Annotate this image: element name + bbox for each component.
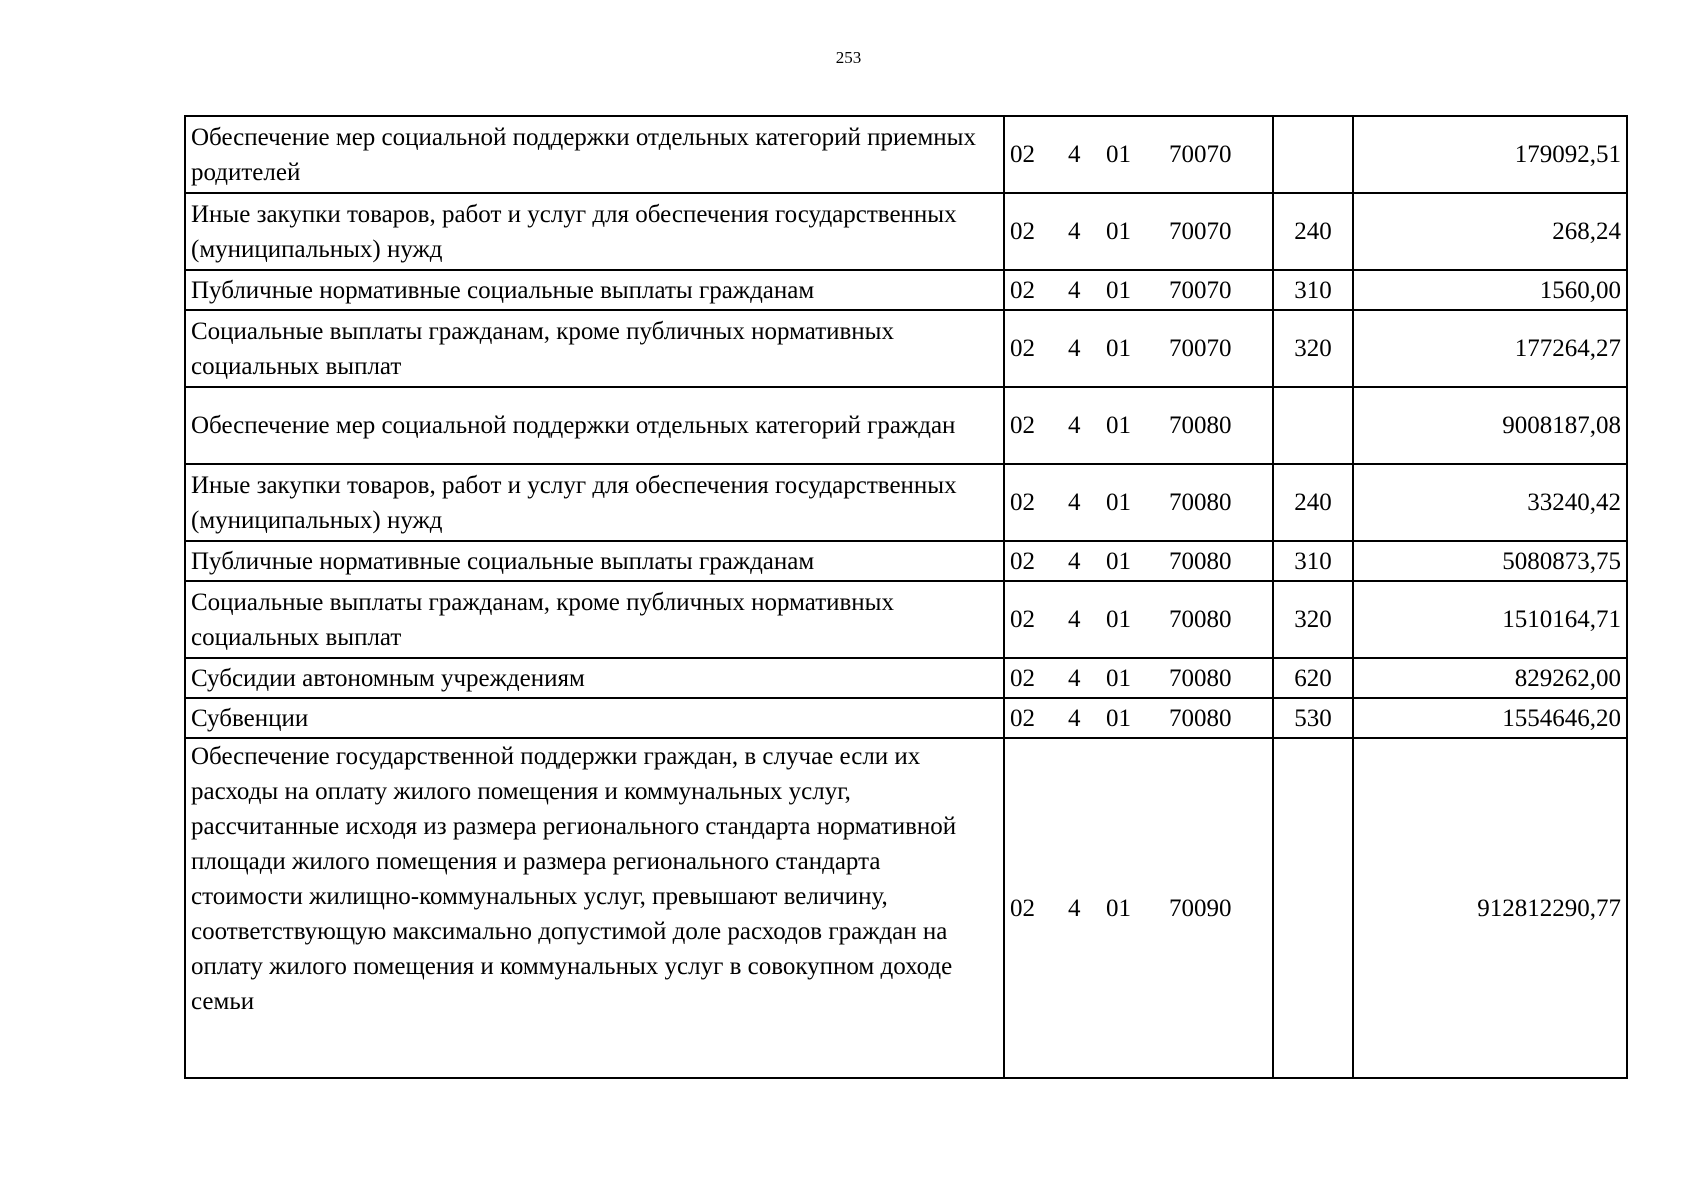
row-sum: 1510164,71 bbox=[1353, 581, 1627, 658]
table-row bbox=[185, 658, 1627, 698]
row-name: Субвенции bbox=[185, 698, 1004, 738]
row-name: Обеспечение мер социальной поддержки отдельных категорий граждан bbox=[185, 387, 1004, 464]
row-sum: 5080873,75 bbox=[1353, 541, 1627, 581]
row-name: Социальные выплаты гражданам, кроме публичных нормативных социальных выплат bbox=[185, 310, 1004, 387]
row-sum: 829262,00 bbox=[1353, 658, 1627, 698]
row-code: 02 4 01 70080 bbox=[1004, 464, 1273, 541]
row-sum: 33240,42 bbox=[1353, 464, 1627, 541]
row-sum: 1560,00 bbox=[1353, 270, 1627, 310]
table-row bbox=[185, 270, 1627, 310]
row-code: 02 4 01 70070 bbox=[1004, 270, 1273, 310]
row-expense-type: 310 bbox=[1273, 270, 1353, 310]
row-name: Обеспечение государственной поддержки граждан, в случае если их расходы на оплату жилого помещения и коммунальных услуг, рассчитанные исходя из размера регионального стандарта нормативной площади жилого помещения и размера регионального стандарта стоимости жилищно-коммунальных услуг, превышают величину, соответствующую максимально допустимой доле расходов граждан на оплату жилого помещения и коммунальных услуг в совокупном доходе семьи bbox=[185, 738, 1004, 1078]
table-row bbox=[185, 193, 1627, 270]
row-expense-type bbox=[1273, 116, 1353, 193]
row-name: Социальные выплаты гражданам, кроме публичных нормативных социальных выплат bbox=[185, 581, 1004, 658]
row-sum: 1554646,20 bbox=[1353, 698, 1627, 738]
row-code: 02 4 01 70080 bbox=[1004, 581, 1273, 658]
row-expense-type: 320 bbox=[1273, 310, 1353, 387]
table-row bbox=[185, 310, 1627, 387]
row-sum: 179092,51 bbox=[1353, 116, 1627, 193]
table-row bbox=[185, 581, 1627, 658]
row-sum: 177264,27 bbox=[1353, 310, 1627, 387]
row-name: Субсидии автономным учреждениям bbox=[185, 658, 1004, 698]
row-code: 02 4 01 70090 bbox=[1004, 738, 1273, 1078]
row-sum: 912812290,77 bbox=[1353, 738, 1627, 1078]
table-row bbox=[185, 698, 1627, 738]
row-expense-type bbox=[1273, 738, 1353, 1078]
row-name: Публичные нормативные социальные выплаты гражданам bbox=[185, 270, 1004, 310]
row-code: 02 4 01 70080 bbox=[1004, 541, 1273, 581]
row-expense-type: 240 bbox=[1273, 193, 1353, 270]
row-expense-type: 310 bbox=[1273, 541, 1353, 581]
row-name: Публичные нормативные социальные выплаты гражданам bbox=[185, 541, 1004, 581]
table-row bbox=[185, 387, 1627, 464]
budget-table bbox=[184, 115, 1628, 1079]
table-row bbox=[185, 738, 1627, 1078]
row-expense-type: 530 bbox=[1273, 698, 1353, 738]
row-name: Обеспечение мер социальной поддержки отдельных категорий приемных родителей bbox=[185, 116, 1004, 193]
row-expense-type: 620 bbox=[1273, 658, 1353, 698]
row-code: 02 4 01 70080 bbox=[1004, 387, 1273, 464]
row-expense-type: 320 bbox=[1273, 581, 1353, 658]
page-number: 253 bbox=[835, 48, 862, 67]
row-code: 02 4 01 70070 bbox=[1004, 116, 1273, 193]
row-code: 02 4 01 70070 bbox=[1004, 310, 1273, 387]
row-expense-type: 240 bbox=[1273, 464, 1353, 541]
row-name: Иные закупки товаров, работ и услуг для обеспечения государственных (муниципальных) нужд bbox=[185, 193, 1004, 270]
table-row bbox=[185, 116, 1627, 193]
table-row bbox=[185, 464, 1627, 541]
row-sum: 268,24 bbox=[1353, 193, 1627, 270]
row-code: 02 4 01 70080 bbox=[1004, 698, 1273, 738]
table-row bbox=[185, 541, 1627, 581]
row-sum: 9008187,08 bbox=[1353, 387, 1627, 464]
row-code: 02 4 01 70070 bbox=[1004, 193, 1273, 270]
row-name: Иные закупки товаров, работ и услуг для обеспечения государственных (муниципальных) нужд bbox=[185, 464, 1004, 541]
row-code: 02 4 01 70080 bbox=[1004, 658, 1273, 698]
row-expense-type bbox=[1273, 387, 1353, 464]
